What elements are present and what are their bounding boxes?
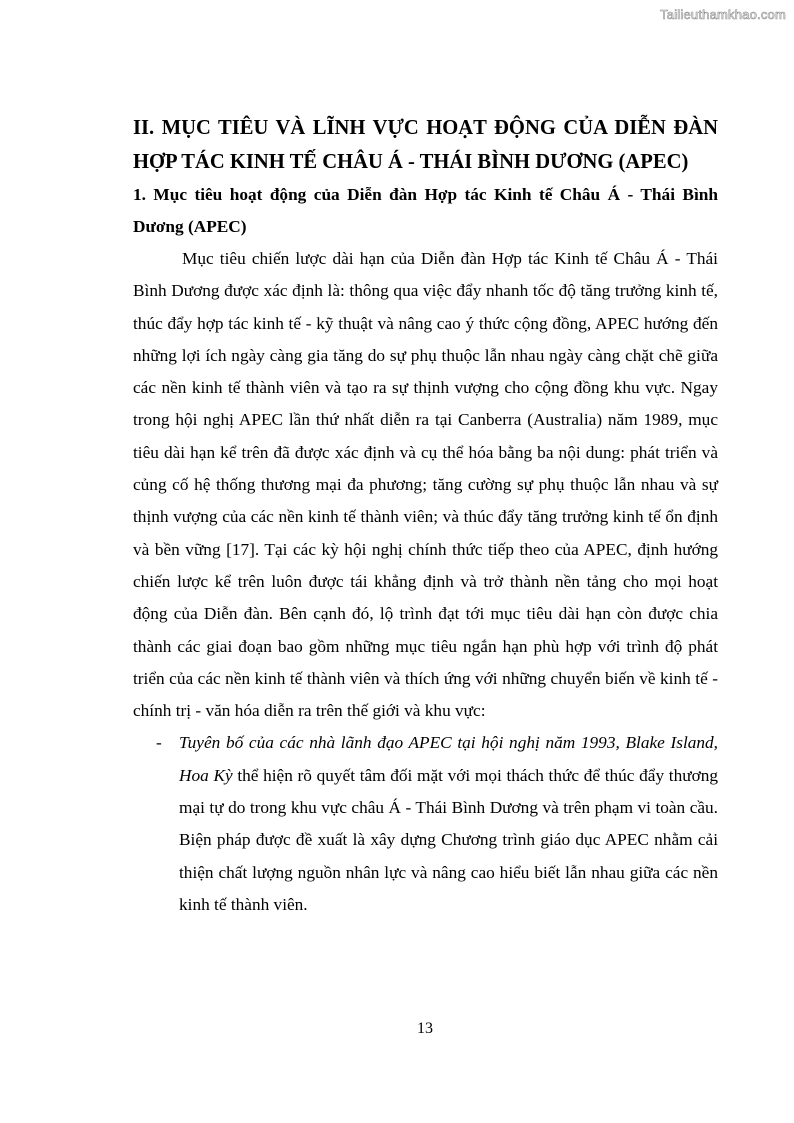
subsection-heading: 1. Mục tiêu hoạt động của Diễn đàn Hợp tác Kinh tế Châu Á - Thái Bình Dương (APEC) xyxy=(133,185,718,236)
page-number: 13 xyxy=(417,1020,433,1037)
page-content xyxy=(133,111,718,921)
bullet-italic-lead: Tuyên bố của các nhà lãnh đạo APEC tại hội nghị năm 1993, Blake Island, Hoa Kỳ xyxy=(179,733,718,785)
body-paragraph: Mục tiêu chiến lược dài hạn của Diễn đàn Hợp tác Kinh tế Châu Á - Thái Bình Dương được xác định là: thông qua việc đẩy nhanh tốc độ tăng trưởng kinh tế, thúc đẩy hợp tác kinh tế - kỹ thuật và nâng cao ý thức cộng đồng, APEC hướng đến những lợi ích ngày càng gia tăng do sự phụ thuộc lẫn nhau ngày càng chặt chẽ giữa các nền kinh tế thành viên và tạo ra sự thịnh vượng cho cộng đồng khu vực. Ngay trong hội nghị APEC lần thứ nhất diễn ra tại Canberra (Australia) năm 1989, mục tiêu dài hạn kể trên đã được xác định và cụ thể hóa bằng ba nội dung: phát triển và củng cố hệ thống thương mại đa phương; tăng cường sự phụ thuộc lẫn nhau và sự thịnh vượng của các nền kinh tế thành viên; và thúc đẩy tăng trưởng kinh tế ổn định và bền vững [17]. Tại các kỳ hội nghị chính thức tiếp theo của APEC, định hướng chiến lược kể trên luôn được tái khẳng định và trở thành nền tảng cho mọi hoạt động của Diễn đàn. Bên cạnh đó, lộ trình đạt tới mục tiêu dài hạn còn được chia thành các giai đoạn bao gồm những mục tiêu ngắn hạn phù hợp với trình độ phát triển của các nền kinh tế thành viên và thích ứng với những chuyển biến về kinh tế - chính trị - văn hóa diễn ra trên thế giới và khu vực: xyxy=(133,249,718,721)
bullet-item xyxy=(133,727,718,921)
bullet-text: thể hiện rõ quyết tâm đối mặt với mọi thách thức để thúc đẩy thương mại tự do trong khu vực châu Á - Thái Bình Dương và trên phạm vi toàn cầu. Biện pháp được đề xuất là xây dựng Chương trình giáo dục APEC nhằm cải thiện chất lượng nguồn nhân lực và nâng cao hiểu biết lẫn nhau giữa các nền kinh tế thành viên. xyxy=(179,765,718,914)
section-heading: II. MỤC TIÊU VÀ LĨNH VỰC HOẠT ĐỘNG CỦA DIỄN ĐÀN HỢP TÁC KINH TẾ CHÂU Á - THÁI BÌNH DƯƠNG (APEC) xyxy=(133,117,718,173)
bullet-marker: - xyxy=(156,733,162,753)
watermark-text: Tailieuthamkhao.com xyxy=(660,7,786,22)
